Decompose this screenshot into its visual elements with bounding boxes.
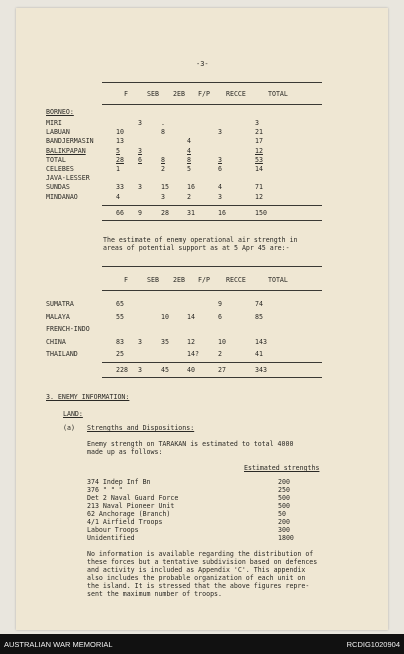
table1-row-label: LABUAN (46, 128, 70, 137)
table1-row-label: BANDJERMASIN (46, 137, 94, 146)
unit-strength: 200 (278, 478, 290, 486)
table2-total-rule (102, 362, 322, 363)
table1-cell: 8 (187, 155, 191, 164)
table1-cell: 15 (161, 183, 169, 192)
table1-total-rule (102, 205, 322, 206)
table1-cell: 28 (116, 155, 124, 164)
table2-cell: 14 (187, 312, 195, 321)
table2-cell: 55 (116, 312, 124, 321)
table1-row-label: MIRI (46, 119, 62, 127)
table2-cell: 10 (218, 337, 226, 346)
unit-name: Labour Troops (87, 526, 139, 534)
unit-name: 4/1 Airfield Troops (87, 518, 163, 526)
table1-grand-total-cell: 9 (138, 209, 142, 217)
table1-grand-total-cell: 16 (218, 209, 226, 217)
table2-cell: 10 (161, 312, 169, 321)
footer-source: AUSTRALIAN WAR MEMORIAL (4, 640, 113, 649)
table2-grand-total-cell: 40 (187, 366, 195, 374)
table1-cell: 10 (116, 128, 124, 137)
unit-strength: 250 (278, 486, 290, 494)
unit-strength: 300 (278, 526, 290, 534)
closing-paragraph-line: sent the maximum number of troops. (87, 590, 222, 598)
table1-region-heading: BORNEO: (46, 108, 74, 116)
closing-paragraph-line: these forces but a tentative subdivision based on defences (87, 558, 318, 566)
table2-cell: 74 (255, 300, 263, 308)
table1-cell: 4 (116, 192, 120, 201)
table2-row-label: CHINA (46, 337, 66, 346)
unit-strength: 50 (278, 510, 286, 518)
sub-a-heading: Strengths and Dispositions: (87, 424, 195, 432)
table2-column-header: F (124, 276, 128, 284)
table1-bottom-rule (102, 220, 322, 221)
page-number: -3- (196, 60, 209, 68)
table1-cell: 16 (187, 183, 195, 192)
table1-grand-total-cell: 150 (255, 209, 267, 217)
table2-column-header: RECCE (226, 276, 246, 284)
table2-column-header: F/P (198, 276, 210, 284)
unit-name: 374 Indep Inf Bn (87, 478, 151, 486)
table2-grand-total-cell: 3 (138, 366, 142, 374)
table1-cell: 6 (218, 165, 222, 173)
table1-header-rule (102, 104, 322, 105)
unit-strength: 200 (278, 518, 290, 526)
unit-name: 213 Naval Pioneer Unit (87, 502, 175, 510)
table2-cell: 35 (161, 337, 169, 346)
archive-footer (0, 634, 404, 654)
section3-heading: 3. ENEMY INFORMATION: (46, 393, 130, 401)
unit-strength: 500 (278, 494, 290, 502)
sub-a-marker: (a) (63, 424, 75, 432)
table2-cell: 9 (218, 300, 222, 308)
table2-top-rule (102, 266, 322, 267)
footer-reference: RCDIG1020904 (346, 640, 400, 649)
table2-cell: 65 (116, 300, 124, 308)
table1-cell: 12 (255, 146, 263, 155)
table1-cell: 1 (116, 165, 120, 173)
table2-grand-total-cell: 343 (255, 366, 267, 374)
unit-strength: 500 (278, 502, 290, 510)
table1-row-label: JAVA-LESSER (46, 174, 90, 183)
table1-cell: 6 (138, 155, 142, 164)
table1-cell: 4 (187, 137, 191, 146)
table2-grand-total-cell: 228 (116, 366, 128, 374)
table1-cell: 12 (255, 192, 263, 201)
table1-cell: 5 (187, 165, 191, 173)
table1-grand-total-cell: 31 (187, 209, 195, 217)
closing-paragraph-line: also includes the probable organization of each unit on (87, 574, 306, 582)
table1-column-header: 2EB (173, 90, 185, 98)
document-page (16, 8, 388, 630)
closing-paragraph-line: and activity is included as Appendix 'C'. This appendix (87, 566, 306, 574)
table1-cell: 5 (116, 146, 120, 155)
table2-cell: 6 (218, 312, 222, 321)
land-heading: LAND: (63, 410, 83, 418)
estimate-text-line1: The estimate of enemy operational air strength in (103, 236, 298, 244)
table1-cell: 71 (255, 183, 263, 192)
table1-cell: 21 (255, 128, 263, 137)
table2-grand-total-cell: 27 (218, 366, 226, 374)
table2-cell: 143 (255, 337, 267, 346)
table1-cell: 13 (116, 137, 124, 146)
table1-cell: 14 (255, 165, 263, 173)
table1-cell: . (161, 119, 165, 127)
table1-cell: 3 (255, 119, 259, 127)
table1-cell: 3 (161, 192, 165, 201)
table1-top-rule (102, 82, 322, 83)
table2-cell: 3 (138, 337, 142, 346)
unit-strength: 1800 (278, 534, 294, 542)
table1-cell: 3 (138, 119, 142, 127)
table1-column-header: F/P (198, 90, 210, 98)
table1-row-label: BALIKPAPAN (46, 146, 86, 155)
table2-header-rule (102, 290, 322, 291)
table1-column-header: F (124, 90, 128, 98)
table1-cell: 4 (187, 146, 191, 155)
table2-bottom-rule (102, 377, 322, 378)
table1-row-label: SUNDAS (46, 183, 70, 192)
table1-cell: 2 (161, 165, 165, 173)
table2-grand-total-cell: 45 (161, 366, 169, 374)
estimate-text-line2: areas of potential support as at 5 Apr 45 are:- (103, 244, 290, 252)
unit-name: Det 2 Naval Guard Force (87, 494, 179, 502)
table2-cell: 41 (255, 350, 263, 358)
table2-row-label: SUMATRA (46, 300, 74, 308)
table1-cell: 8 (161, 128, 165, 137)
table1-cell: 2 (187, 192, 191, 201)
table1-cell: 53 (255, 155, 263, 164)
table2-cell: 85 (255, 312, 263, 321)
table2-row-label: THAILAND (46, 350, 78, 358)
table1-cell: 17 (255, 137, 263, 146)
estimated-strengths-heading: Estimated strengths (244, 464, 320, 472)
table1-cell: 4 (218, 183, 222, 192)
strength-text-line2: made up as follows: (87, 448, 163, 456)
table1-row-label: TOTAL (46, 155, 66, 164)
table1-row-label: CELEBES (46, 165, 74, 173)
table2-row-label: FRENCH-INDO (46, 325, 90, 333)
unit-name: 62 Anchorage (Branch) (87, 510, 171, 518)
table1-row-label: MINDANAO (46, 192, 78, 201)
unit-name: 376 " " " (87, 486, 123, 494)
table1-cell: 3 (138, 183, 142, 192)
table2-column-header: 2EB (173, 276, 185, 284)
table2-cell: 14? (187, 350, 199, 358)
table2-cell: 83 (116, 337, 124, 346)
table1-cell: 3 (218, 128, 222, 137)
table1-column-header: RECCE (226, 90, 246, 98)
strength-text-line1: Enemy strength on TARAKAN is estimated to total 4000 (87, 440, 294, 448)
table2-cell: 12 (187, 337, 195, 346)
table1-cell: 3 (138, 146, 142, 155)
table1-column-header: SEB (147, 90, 159, 98)
closing-paragraph-line: No information is available regarding the distribution of (87, 550, 314, 558)
table1-cell: 3 (218, 155, 222, 164)
table2-row-label: MALAYA (46, 312, 70, 321)
table1-cell: 33 (116, 183, 124, 192)
closing-paragraph-line: the island. It is stressed that the above figures repre- (87, 582, 310, 590)
table2-column-header: SEB (147, 276, 159, 284)
table1-cell: 8 (161, 155, 165, 164)
table1-column-header: TOTAL (268, 90, 288, 98)
table2-column-header: TOTAL (268, 276, 288, 284)
table1-cell: 3 (218, 192, 222, 201)
table2-cell: 2 (218, 350, 222, 358)
unit-name: Unidentified (87, 534, 135, 542)
table2-cell: 25 (116, 350, 124, 358)
table1-grand-total-cell: 66 (116, 209, 124, 217)
table1-grand-total-cell: 28 (161, 209, 169, 217)
